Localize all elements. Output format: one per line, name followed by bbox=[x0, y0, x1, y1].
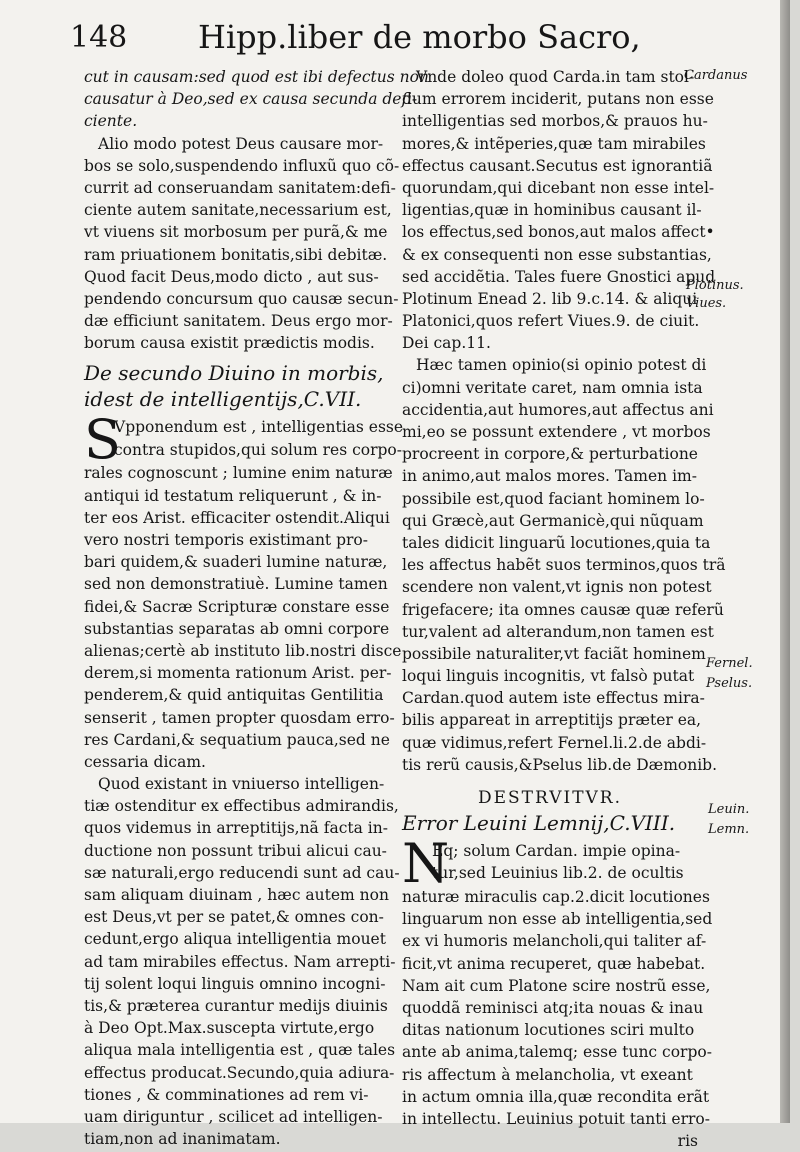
text-line: sed accidẽtia. Tales fuere Gnostici apud bbox=[402, 267, 716, 286]
text-line: Eq; solum Cardan. impie opina- bbox=[432, 842, 681, 860]
text-line: Cardan.quod autem iste effectus mira- bbox=[402, 689, 705, 708]
text-line: ante ab anima,talemq; esse tunc corpo- bbox=[402, 1043, 712, 1062]
chapter-heading bbox=[84, 360, 386, 412]
text-line: tij solent loqui linguis omnino incogni- bbox=[84, 974, 386, 993]
text-line: antiqui id testatum reliquerunt , & in- bbox=[84, 486, 382, 505]
text-line: ci)omni veritate caret, nam omnia ista bbox=[402, 378, 703, 397]
text-line: Plotinum Enead 2. lib 9.c.14. & aliqui bbox=[402, 289, 698, 308]
text-line: ficit,vt anima recuperet, quæ habebat. bbox=[402, 954, 706, 973]
text-line: cedunt,ergo aliqua intelligentia mouet bbox=[84, 930, 386, 949]
text-line: borum causa existit prædictis modis. bbox=[84, 334, 375, 353]
text-line: currit ad conseruandam sanitatem:defi- bbox=[84, 178, 396, 197]
text-line: in animo,aut malos mores. Tamen im- bbox=[402, 467, 697, 486]
dropcap-block bbox=[84, 408, 404, 472]
marginal-note-leuin: Leuin. bbox=[708, 802, 750, 817]
text-line: qui Græcè,aut Germanicè,qui nũquam bbox=[402, 511, 704, 530]
text-line: Quod facit Deus,modo dicto , aut sus- bbox=[84, 267, 379, 286]
text-line: contra stupidos,qui solum res corpo- bbox=[114, 440, 402, 459]
text-line: alienas;certè ab instituto lib.nostri disce bbox=[84, 641, 402, 660]
drop-cap: N bbox=[402, 832, 450, 895]
dropcap-block bbox=[402, 832, 698, 895]
marginal-note-pselus: Pselus. bbox=[706, 676, 753, 691]
catchword: ris bbox=[677, 1132, 698, 1151]
text-line: causatur à Deo,sed ex causa secunda defi- bbox=[84, 90, 418, 109]
text-line: Hæc tamen opinio(si opinio potest di bbox=[416, 356, 707, 375]
text-line: Quod existant in vniuerso intelligen- bbox=[98, 775, 385, 794]
text-line: effectus producat.Secundo,quia adiura- bbox=[84, 1063, 395, 1082]
text-line: rales cognoscunt ; lumine enim naturæ bbox=[84, 464, 393, 483]
text-line: & ex consequenti non esse substantias, bbox=[402, 245, 712, 264]
paragraph bbox=[84, 773, 400, 1150]
text-line: in intellectu. Leuinius potuit tanti erro- bbox=[402, 1109, 710, 1128]
text-line: tiones , & comminationes ad rem vi- bbox=[84, 1085, 369, 1104]
text-line: sæ naturali,ergo reducendi sunt ad cau- bbox=[84, 863, 400, 882]
text-line: tiam,non ad inanimatam. bbox=[84, 1130, 281, 1149]
text-line: quos videmus in arreptitijs,nã facta in- bbox=[84, 819, 388, 838]
text-line: pendendo concursum quo causæ secun- bbox=[84, 289, 399, 308]
page-edge-shadow bbox=[780, 0, 790, 1123]
text-line: est Deus,vt per se patet,& omnes con- bbox=[84, 908, 384, 927]
text-line: sed non demonstratiuè. Lumine tamen bbox=[84, 575, 388, 594]
text-line: possibile est,quod faciant hominem lo- bbox=[402, 489, 705, 508]
marginal-note-plotinus: Plotinus. bbox=[686, 278, 744, 293]
chapter-heading: Error Leuini Lemnij,C.VIII. bbox=[402, 811, 676, 835]
section-title: DESTRVITVR. bbox=[477, 788, 623, 808]
text-line: in actum omnia illa,quæ recondita erãt bbox=[402, 1087, 710, 1106]
text-line: bari quidem,& suaderi lumine naturæ, bbox=[84, 553, 388, 572]
text-line: Platonici,quos refert Viues.9. de ciuit. bbox=[402, 312, 700, 331]
text-line: naturæ miraculis cap.2.dicit locutiones bbox=[402, 888, 710, 906]
text-line: dæ efficiunt sanitatem. Deus ergo mor- bbox=[84, 312, 393, 331]
text-line: fidei,& Sacræ Scripturæ constare esse bbox=[84, 597, 390, 616]
text-line: frigefacere; ita omnes causæ quæ referũ bbox=[402, 600, 724, 619]
text-line: possibile naturaliter,vt faciãt hominem bbox=[402, 644, 706, 663]
text-line: senserit , tamen propter quosdam erro- bbox=[84, 708, 395, 727]
text-line: effectus causant.Secutus est ignorantiã bbox=[402, 156, 713, 175]
text-line: uam diriguntur , scilicet ad intelligen- bbox=[84, 1107, 383, 1126]
text-line: Vnde doleo quod Carda.in tam stol- bbox=[416, 68, 695, 86]
text-line: les affectus habẽt suos terminos,quos trã bbox=[402, 556, 726, 575]
text-line: tur,valent ad alterandum,non tamen est bbox=[402, 622, 714, 641]
paragraph bbox=[402, 886, 713, 1130]
heading-line: idest de intelligentijs,C.VII. bbox=[84, 387, 362, 412]
text-line: quoddã reminisci atq;ita nouas & inau bbox=[402, 998, 704, 1017]
text-line: Vpponendum est , intelligentias esse bbox=[114, 418, 404, 437]
text-line: res Cardani,& sequatium pauca,sed ne bbox=[84, 730, 390, 749]
text-line: bos se solo,suspendendo influxũ quo cõ- bbox=[84, 156, 400, 175]
text-line: bilis appareat in arreptitijs præter ea, bbox=[402, 711, 702, 730]
text-line: mi,eo se possunt extendere , vt morbos bbox=[402, 423, 711, 441]
text-line: ligentias,quæ in hominibus causant il- bbox=[402, 201, 702, 220]
text-line: los effectus,sed bonos,aut malos affect• bbox=[402, 223, 715, 242]
left-column bbox=[84, 66, 429, 1150]
text-line: tales didicit linguarũ locutiones,quia ta bbox=[402, 533, 711, 552]
text-line: aliqua mala intelligentia est , quæ tales bbox=[84, 1041, 396, 1060]
text-line: ter eos Arist. efficaciter ostendit.Aliqui bbox=[84, 508, 390, 527]
text-line: scendere non valent,vt ignis non potest bbox=[402, 578, 712, 597]
text-line: vt viuens sit morbosum per purã,& me bbox=[84, 223, 388, 242]
text-line: ciente autem sanitate,necessarium est, bbox=[84, 201, 392, 220]
paragraph bbox=[84, 462, 402, 773]
text-line: derem,si momenta rationum Arist. per- bbox=[84, 664, 392, 683]
text-line: ciente. bbox=[84, 112, 138, 131]
text-line: loqui linguis incognitis, vt falsò putat bbox=[402, 667, 695, 686]
text-line: sam aliquam diuinam , hæc autem non bbox=[84, 886, 389, 904]
page-number: 148 bbox=[70, 20, 128, 55]
text-line: à Deo Opt.Max.suscepta virtute,ergo bbox=[84, 1019, 375, 1038]
marginal-note-fernel: Fernel. bbox=[706, 656, 753, 671]
marginal-note-viues: Viues. bbox=[686, 296, 727, 311]
text-line: Alio modo potest Deus causare mor- bbox=[98, 134, 384, 153]
drop-cap: S bbox=[84, 408, 121, 472]
text-line: accidentia,aut humores,aut affectus ani bbox=[402, 400, 714, 419]
text-line: linguarum non esse ab intelligentia,sed bbox=[402, 910, 713, 929]
text-line: ductione non possunt tribui alicui cau- bbox=[84, 841, 387, 860]
text-line: tiæ ostenditur ex effectibus admirandis, bbox=[84, 797, 399, 816]
text-line: quæ vidimus,refert Fernel.li.2.de abdi- bbox=[402, 733, 707, 752]
text-line: vero nostri temporis existimant pro- bbox=[84, 531, 368, 549]
marginal-note-lemn: Lemn. bbox=[708, 822, 750, 837]
text-line: mores,& intẽperies,quæ tam mirabiles bbox=[402, 134, 706, 153]
text-line: tur,sed Leuinius lib.2. de ocultis bbox=[432, 864, 684, 883]
text-line: cut in causam:sed quod est ibi defectus non bbox=[84, 68, 429, 86]
text-line: quorundam,qui dicebant non esse intel- bbox=[402, 178, 715, 197]
paragraph bbox=[84, 133, 400, 355]
running-title: Hipp.liber de morbo Sacro, bbox=[198, 18, 641, 56]
text-line: ex vi humoris melancholi,qui taliter af- bbox=[402, 932, 707, 951]
text-line: substantias separatas ab omni corpore bbox=[84, 619, 390, 638]
heading-line: De secundo Diuino in morbis, bbox=[84, 361, 384, 386]
text-line: procreent in corpore,& perturbatione bbox=[402, 445, 698, 464]
text-line: intelligentias sed morbos,& prauos hu- bbox=[402, 112, 708, 131]
paragraph bbox=[402, 354, 726, 776]
text-line: cessaria dicam. bbox=[84, 752, 206, 771]
text-line: Dei cap.11. bbox=[402, 334, 491, 353]
text-line: penderem,& quid antiquitas Gentilitia bbox=[84, 686, 384, 705]
text-line: dum errorem inciderit, putans non esse bbox=[402, 90, 714, 109]
text-line: ram priuationem bonitatis,sibi debitæ. bbox=[84, 245, 388, 264]
text-line: tis rerũ causis,&Pselus lib.de Dæmonib. bbox=[402, 755, 718, 774]
text-line: ris affectum à melancholia, vt exeant bbox=[402, 1065, 693, 1084]
marginal-note-cardanus: Cardanus bbox=[684, 68, 748, 83]
text-line: ditas nationum locutiones sciri multo bbox=[402, 1021, 695, 1040]
intro-italic bbox=[84, 66, 429, 133]
text-line: Nam ait cum Platone scire nostrũ esse, bbox=[402, 976, 711, 995]
text-line: ad tam mirabiles effectus. Nam arrepti- bbox=[84, 952, 396, 971]
text-line: tis,& præterea curantur medijs diuinis bbox=[84, 996, 388, 1015]
